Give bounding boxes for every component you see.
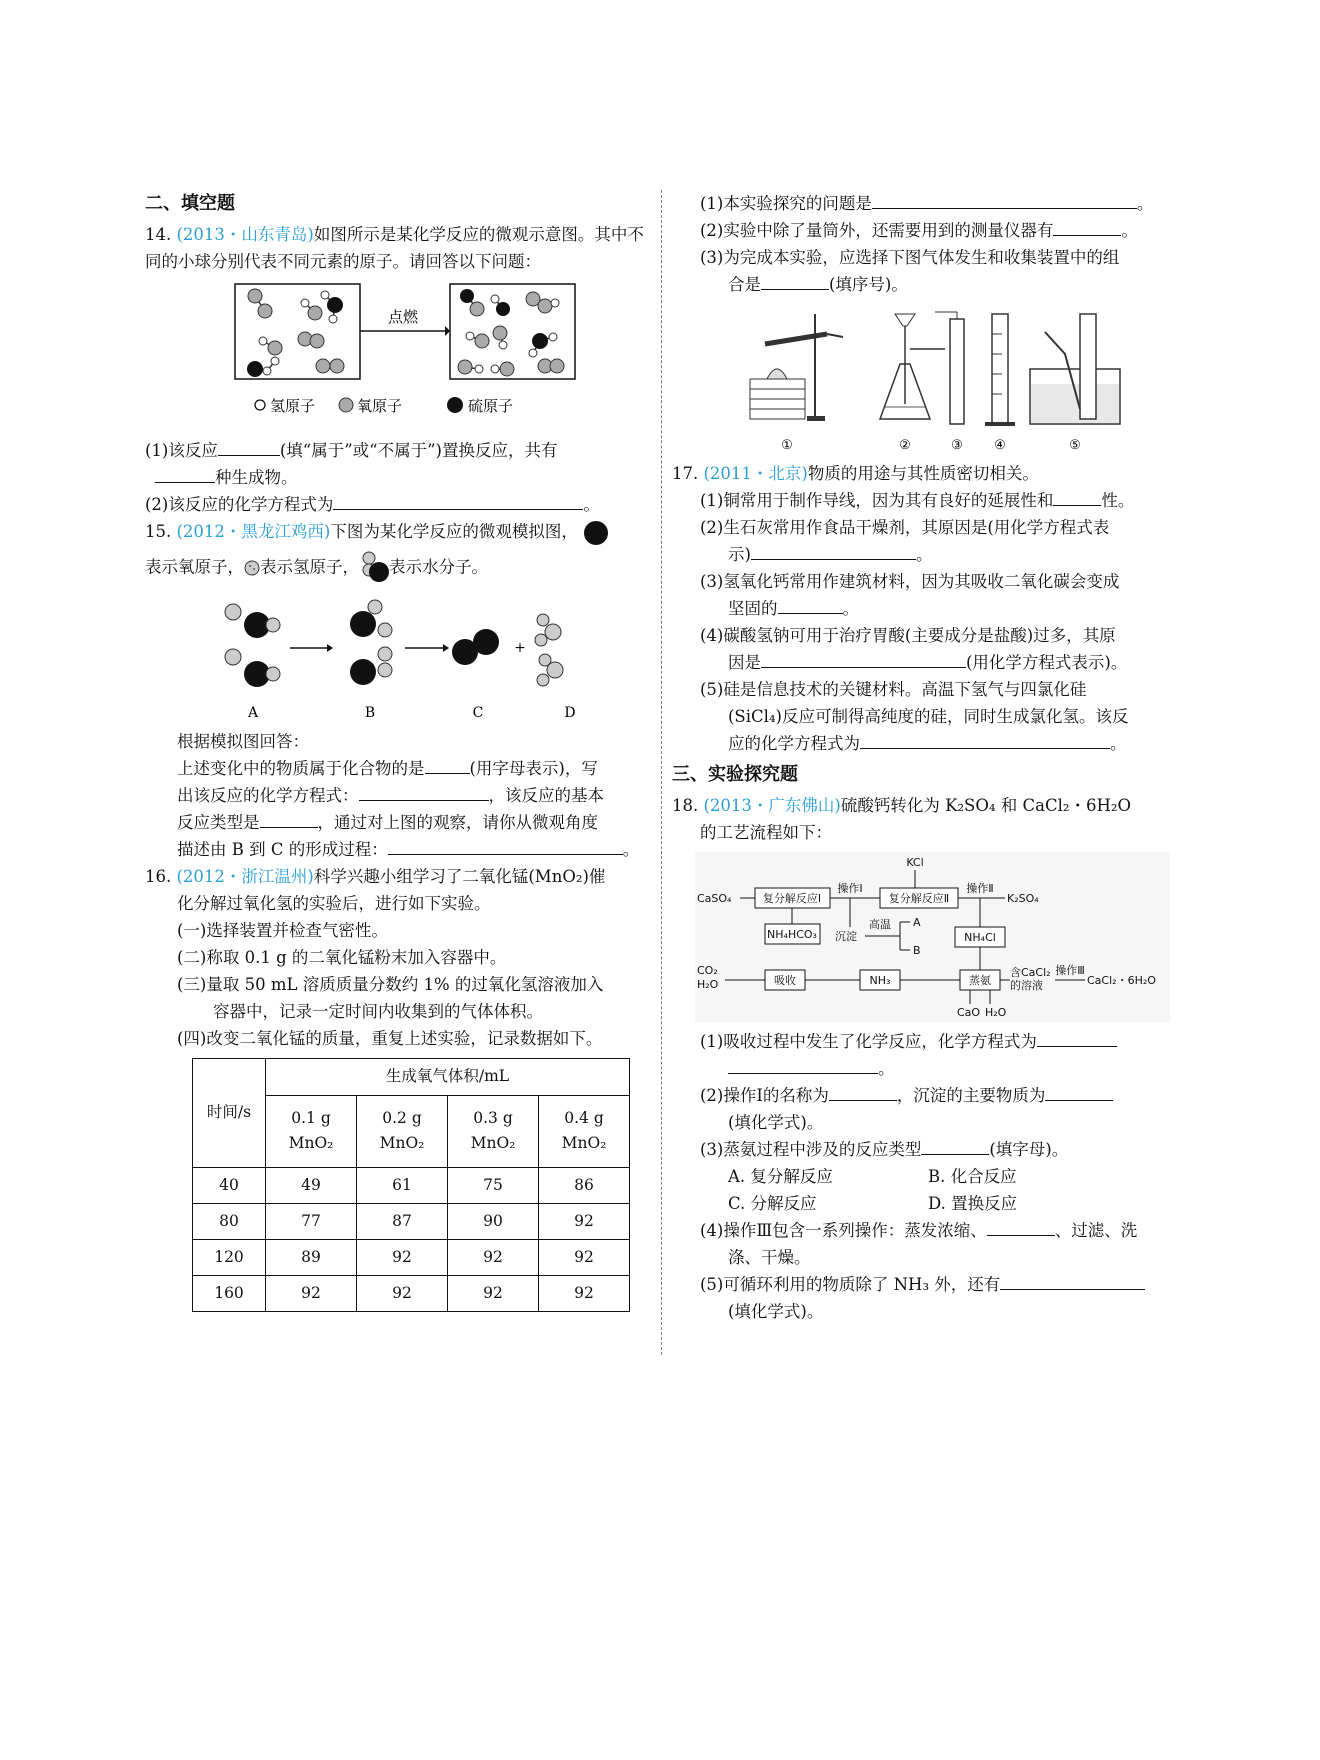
q16-end-1: 。 <box>1136 194 1154 213</box>
q15-l4-text-b: ，通过对上图的观察，请你从微观角度 <box>317 812 598 832</box>
section-title-fill: 二、填空题 <box>145 193 235 214</box>
flow-h2o-input: H₂O <box>985 1006 1007 1019</box>
flow-nh4hco3: NH₄HCO₃ <box>767 928 817 941</box>
q17-p4-text-b: 因是 <box>728 653 761 672</box>
q18-part2-c: (填化学式)。 <box>728 1113 824 1132</box>
q14-arrow-label: 点燃 <box>387 308 419 326</box>
q18-part3 <box>700 1136 1175 1163</box>
q18-p5-text-a: (5)可循环利用的物质除了 NH₃ 外，还有 <box>700 1275 1001 1294</box>
q17-source: (2011・北京) <box>703 464 808 483</box>
q18-part4 <box>700 1217 1175 1244</box>
flow-precipitate: 沉淀 <box>835 930 857 943</box>
q18-answer-blank-5[interactable] <box>921 1136 989 1155</box>
q18-answer-blank-2[interactable] <box>728 1055 878 1074</box>
q18-p4-text-a: (4)操作Ⅲ包含一系列操作：蒸发浓缩、 <box>700 1221 987 1240</box>
q17-end-5: 。 <box>1110 734 1127 753</box>
q16-part3-a: (3)为完成本实验，应选择下图气体发生和收集装置中的组 <box>700 248 1120 267</box>
table-cell: 160 <box>193 1275 266 1311</box>
q15-legend <box>145 550 650 586</box>
flow-absorb: 吸收 <box>774 974 796 987</box>
q18-p3-text-a: (3)蒸氨过程中涉及的反应类型 <box>700 1140 922 1159</box>
q17-p5-text-c: 应的化学方程式为 <box>728 734 860 753</box>
q17-part5-b: (SiCl₄)反应可制得高纯度的硅，同时生成氯化氢。该反 <box>728 707 1129 726</box>
q15-l4-text-a: 反应类型是 <box>177 812 260 832</box>
q18-answer-blank-4[interactable] <box>1045 1082 1113 1101</box>
q16-r2-text: (2)实验中除了量筒外，还需要用到的测量仪器有 <box>700 221 1054 240</box>
table-cell: 120 <box>193 1239 266 1275</box>
q17-part4-b <box>700 649 1175 676</box>
q15-line-2 <box>145 755 650 782</box>
q15-l2-text-b: (用字母表示)，写 <box>469 758 598 778</box>
flow-cacl2-solution-2: 的溶液 <box>1010 979 1043 992</box>
flow-op-3: 操作Ⅲ <box>1055 964 1085 977</box>
table-header-mass-2: 0.2 g MnO₂ <box>357 1095 448 1167</box>
q17-stem: 物质的用途与其性质密切相关。 <box>807 464 1039 483</box>
q14-p1-text-c: 种生成物。 <box>215 468 298 487</box>
q16-end-2: 。 <box>1121 221 1138 240</box>
q14-legend-oxygen: 氧原子 <box>357 397 403 415</box>
flow-nh4cl: NH₄Cl <box>964 931 996 944</box>
q15-legend-text-2: 表示氢原子， <box>260 557 359 576</box>
q17-number: 17. <box>672 464 699 483</box>
q18-options-row-1 <box>700 1163 1175 1190</box>
q15-label-b: B <box>364 704 376 721</box>
q14-stem: 如图所示是某化学反应的微观示意图。其中不同的小球分别代表不同元素的原子。请回答以下问题： <box>145 225 644 271</box>
table-row <box>193 1203 630 1239</box>
flow-box-1: 复分解反应Ⅰ <box>762 892 822 905</box>
q18-option-a[interactable]: A. 复分解反应 <box>728 1167 833 1186</box>
q14-source: (2013・山东青岛) <box>176 225 314 244</box>
q16-r1-text: (1)本实验探究的问题是 <box>700 194 872 213</box>
q14-answer-blank-1[interactable] <box>218 437 280 456</box>
q15-line-1: 根据模拟图回答： <box>177 731 309 751</box>
q16-part2 <box>700 217 1175 244</box>
q17-part3-a: (3)氢氧化钙常用作建筑材料，因为其吸收二氧化碳会变成 <box>700 572 1120 591</box>
q18-part4-c: 涤、干燥。 <box>728 1248 811 1267</box>
q15-answer-blank-3[interactable] <box>260 809 318 828</box>
water-molecule-icon <box>359 550 389 586</box>
q18-end-1: 。 <box>878 1059 895 1078</box>
table-cell: 92 <box>357 1275 448 1311</box>
q17-p2-text-b: 示) <box>728 545 751 564</box>
q15-plus-sign: + <box>514 639 526 656</box>
table-row <box>193 1275 630 1311</box>
table-cell: 90 <box>448 1203 539 1239</box>
q18-answer-blank-3[interactable] <box>829 1082 897 1101</box>
q18-answer-blank-6[interactable] <box>987 1217 1055 1236</box>
q17-answer-blank-4[interactable] <box>761 649 966 668</box>
flow-box-2: 复分解反应Ⅱ <box>888 892 950 905</box>
flow-h2o: H₂O <box>697 978 719 991</box>
table-cell: 92 <box>539 1275 630 1311</box>
right-column <box>672 190 1175 1325</box>
table-cell: 92 <box>539 1203 630 1239</box>
table-row <box>193 1167 630 1203</box>
q14-p2-text: (2)该反应的化学方程式为 <box>145 495 334 514</box>
apparatus-label-4: ④ <box>994 438 1006 453</box>
q18-p1-text: (1)吸收过程中发生了化学反应，化学方程式为 <box>700 1032 1037 1051</box>
left-column <box>145 190 650 1312</box>
q16-step-2: (二)称取 0.1 g 的二氧化锰粉末加入容器中。 <box>177 947 507 967</box>
q16-source: (2012・浙江温州) <box>176 866 314 886</box>
q17-p4-text-c: (用化学方程式表示)。 <box>966 653 1128 672</box>
q18-stem-1: 硫酸钙转化为 K₂SO₄ 和 CaCl₂・6H₂O <box>840 796 1132 815</box>
apparatus-label-1: ① <box>781 438 793 453</box>
q16-stem-1: 科学兴趣小组学习了二氧化锰(MnO₂)催 <box>313 866 606 886</box>
table-cell: 87 <box>357 1203 448 1239</box>
q14-end: 。 <box>583 495 600 514</box>
q17-part5-a: (5)硅是信息技术的关键材料。高温下氢气与四氯化硅 <box>700 680 1087 699</box>
q17-end-2: 。 <box>915 545 933 564</box>
q15-label-c: C <box>472 704 484 721</box>
q15-reaction-diagram <box>145 592 650 722</box>
q15-number: 15. <box>145 522 172 541</box>
q18-answer-blank-7[interactable] <box>1000 1271 1145 1290</box>
oxygen-atom-icon <box>583 520 609 546</box>
table-header-mass-1: 0.1 g MnO₂ <box>266 1095 357 1167</box>
q18-answer-blank-1[interactable] <box>1037 1028 1117 1047</box>
flow-b: B <box>913 944 921 957</box>
q18-part1-cont <box>700 1055 1175 1082</box>
question-17 <box>672 460 1175 487</box>
q15-l5-text: 描述由 B 到 C 的形成过程： <box>177 839 388 859</box>
q14-answer-blank-3[interactable] <box>333 491 583 510</box>
q18-stem-2: 的工艺流程如下： <box>700 823 832 842</box>
q15-stem: 下图为某化学反应的微观模拟图， <box>330 522 578 541</box>
q15-legend-text-3: 表示水分子。 <box>389 557 488 576</box>
table-cell: 89 <box>266 1239 357 1275</box>
q16-stem-2: 化分解过氧化氢的实验后，进行如下实验。 <box>177 893 491 913</box>
q17-answer-blank-3[interactable] <box>778 595 843 614</box>
q17-p1-text-b: 性。 <box>1101 491 1135 510</box>
q16-number: 16. <box>145 866 172 886</box>
flow-caso4: CaSO₄ <box>697 892 732 905</box>
q17-part1 <box>700 487 1175 514</box>
q16-step-3b: 容器中，记录一定时间内收集到的气体体积。 <box>213 1001 543 1021</box>
table-header-mass-4: 0.4 g MnO₂ <box>539 1095 630 1167</box>
q14-number: 14. <box>145 225 172 244</box>
q16-r3-text-b: 合是 <box>728 275 761 294</box>
flow-op-2: 操作Ⅱ <box>966 882 994 895</box>
flow-kcl: KCl <box>906 856 924 869</box>
question-14 <box>145 221 650 275</box>
q16-step-3a: (三)量取 50 mL 溶质质量分数约 1% 的过氧化氢溶液加入 <box>177 974 604 994</box>
flow-co2: CO₂ <box>697 964 718 977</box>
table-cell: 92 <box>448 1275 539 1311</box>
q18-part2 <box>700 1082 1175 1109</box>
q17-part2-a: (2)生石灰常用作食品干燥剂，其原因是(用化学方程式表 <box>700 518 1110 537</box>
table-cell: 77 <box>266 1203 357 1239</box>
flow-k2so4: K₂SO₄ <box>1007 892 1039 905</box>
q16-answer-blank-2[interactable] <box>1053 217 1121 236</box>
table-row <box>193 1239 630 1275</box>
q15-l2-text-a: 上述变化中的物质属于化合物的是 <box>177 758 425 778</box>
q18-process-flowchart <box>695 852 1170 1022</box>
q17-end-3: 。 <box>842 599 859 618</box>
q18-part5 <box>700 1271 1175 1298</box>
q18-number: 18. <box>672 796 699 815</box>
table-cell: 92 <box>448 1239 539 1275</box>
question-18 <box>672 792 1175 819</box>
flow-distill: 蒸氨 <box>969 974 991 987</box>
q18-option-c[interactable]: C. 分解反应 <box>728 1194 817 1213</box>
q18-part5-b: (填化学式)。 <box>728 1302 824 1321</box>
q15-l3-text-a: 出该反应的化学方程式： <box>177 785 359 805</box>
q15-end: 。 <box>622 839 640 859</box>
table-cell: 40 <box>193 1167 266 1203</box>
apparatus-label-3: ③ <box>951 438 963 453</box>
q15-line-3 <box>145 782 650 809</box>
q14-p1-text-b: (填“属于”或“不属于”)置换反应，共有 <box>279 441 558 460</box>
q16-answer-blank-3[interactable] <box>761 271 829 290</box>
q16-r3-text-c: (填序号)。 <box>829 275 908 294</box>
q18-part1 <box>700 1028 1175 1055</box>
q15-answer-blank-4[interactable] <box>388 836 623 855</box>
q15-legend-text-1: 表示氧原子， <box>145 557 244 576</box>
q17-p1-text-a: (1)铜常用于制作导线，因为其有良好的延展性和 <box>700 491 1054 510</box>
table-header-time: 时间/s <box>193 1058 266 1167</box>
flow-high-temp: 高温 <box>869 918 891 931</box>
q16-apparatus-figure <box>745 304 1220 454</box>
table-header-group: 生成氧气体积/mL <box>266 1058 630 1095</box>
q16-answer-blank-1[interactable] <box>872 190 1137 209</box>
q16-data-table <box>192 1058 630 1312</box>
flow-cacl2-product: CaCl₂・6H₂O <box>1087 974 1156 987</box>
q17-p3-text-b: 坚固的 <box>728 599 778 618</box>
flow-a: A <box>913 916 921 929</box>
question-15 <box>145 518 650 546</box>
q15-answer-blank-2[interactable] <box>359 782 489 801</box>
q14-part2 <box>145 491 650 518</box>
q18-p4-text-b: 、过滤、洗 <box>1054 1221 1138 1240</box>
column-divider <box>661 190 662 1355</box>
q14-answer-blank-2[interactable] <box>155 464 215 483</box>
q18-source: (2013・广东佛山) <box>703 796 841 815</box>
table-cell: 92 <box>539 1239 630 1275</box>
flow-op-1: 操作Ⅰ <box>837 882 863 895</box>
flow-nh3: NH₃ <box>869 974 891 987</box>
q15-line-4 <box>145 809 650 836</box>
q18-options-row-2 <box>700 1190 1175 1217</box>
question-16 <box>145 863 650 890</box>
q16-step-4: (四)改变二氧化锰的质量，重复上述实验，记录数据如下。 <box>177 1028 603 1048</box>
q18-p2-text-a: (2)操作Ⅰ的名称为 <box>700 1086 829 1105</box>
q15-label-a: A <box>247 704 259 721</box>
table-cell: 49 <box>266 1167 357 1203</box>
table-cell: 92 <box>357 1239 448 1275</box>
hydrogen-atom-icon <box>244 560 260 576</box>
q15-answer-blank-1[interactable] <box>425 755 470 774</box>
q14-legend-sulfur: 硫原子 <box>468 397 514 415</box>
q14-reaction-diagram <box>145 281 650 431</box>
q15-line-5 <box>145 836 650 863</box>
q17-answer-blank-5[interactable] <box>860 730 1110 749</box>
apparatus-label-2: ② <box>899 438 911 453</box>
q15-l3-text-b: ，该反应的基本 <box>488 785 604 805</box>
flow-cacl2-solution-1: 含CaCl₂ <box>1010 966 1051 979</box>
q15-source: (2012・黑龙江鸡西) <box>176 522 331 541</box>
q17-answer-blank-1[interactable] <box>1053 487 1101 506</box>
q18-p3-text-b: (填字母)。 <box>989 1140 1069 1159</box>
q16-step-1: (一)选择装置并检查气密性。 <box>177 920 388 940</box>
q17-part4-a: (4)碳酸氢钠可用于治疗胃酸(主要成分是盐酸)过多，其原 <box>700 626 1116 645</box>
q18-option-d[interactable]: D. 置换反应 <box>928 1194 1018 1213</box>
apparatus-label-5: ⑤ <box>1069 438 1081 453</box>
q14-part1 <box>145 437 650 464</box>
q14-legend-hydrogen: 氢原子 <box>270 397 316 415</box>
table-cell: 75 <box>448 1167 539 1203</box>
q15-label-d: D <box>564 704 576 721</box>
q16-part3-b <box>700 271 1175 298</box>
q17-part5-c <box>700 730 1175 757</box>
flow-cao: CaO <box>957 1006 981 1019</box>
q17-part2-b <box>700 541 1175 568</box>
table-cell: 61 <box>357 1167 448 1203</box>
table-cell: 80 <box>193 1203 266 1239</box>
q16-part1 <box>700 190 1175 217</box>
q14-part1-cont <box>145 464 650 491</box>
table-cell: 92 <box>266 1275 357 1311</box>
q14-p1-text-a: (1)该反应 <box>145 441 218 460</box>
q17-part3-b <box>700 595 1175 622</box>
table-cell: 86 <box>539 1167 630 1203</box>
q18-option-b[interactable]: B. 化合反应 <box>928 1167 1017 1186</box>
section-title-experiment: 三、实验探究题 <box>672 764 798 785</box>
q18-p2-text-b: ，沉淀的主要物质为 <box>896 1086 1046 1105</box>
q17-answer-blank-2[interactable] <box>751 541 916 560</box>
table-header-mass-3: 0.3 g MnO₂ <box>448 1095 539 1167</box>
